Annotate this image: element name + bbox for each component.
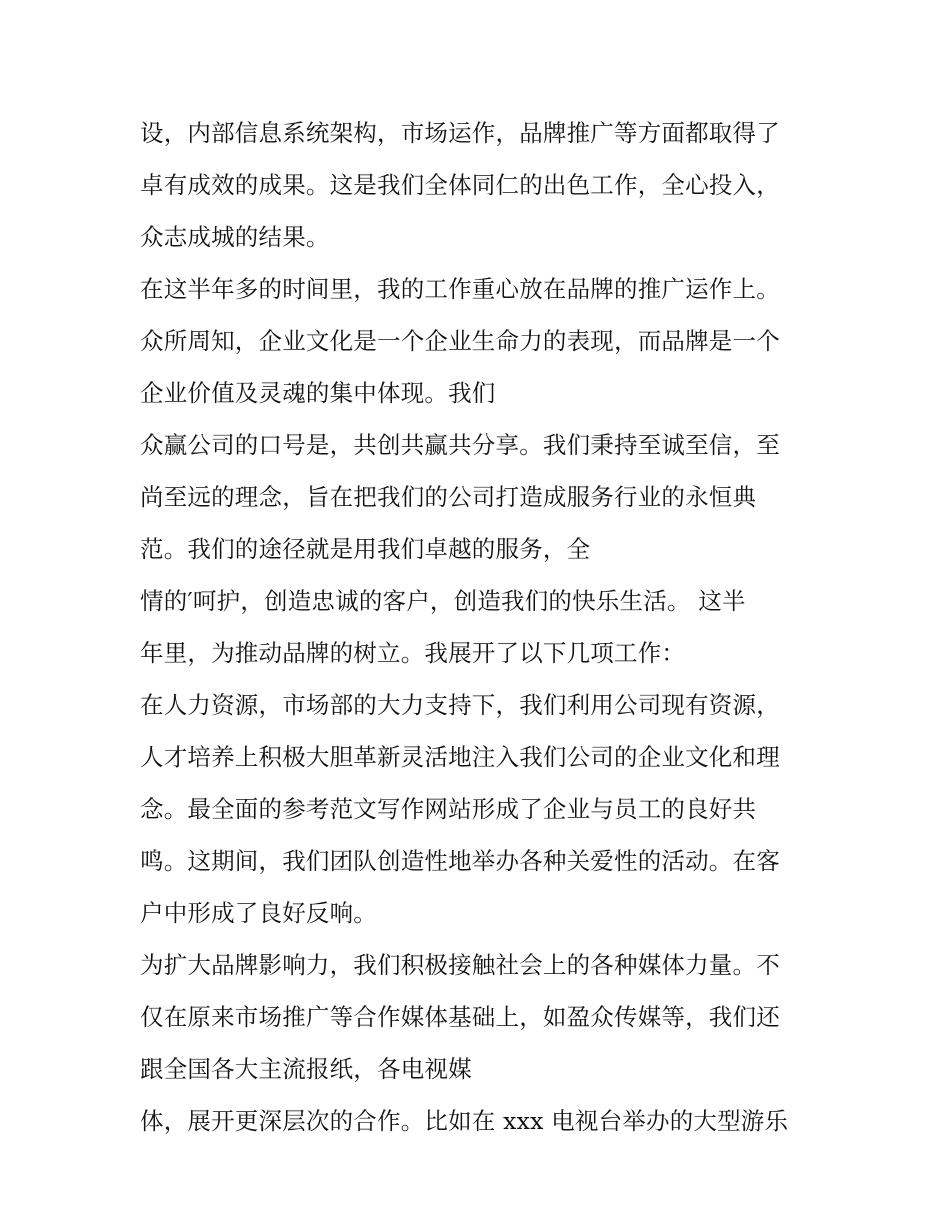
text-line-15: 鸣。这期间，我们团队创造性地举办各种关爱性的活动。在客 [140, 847, 780, 875]
text-line-11: 年里，为推动品牌的树立。我展开了以下几项工作： [140, 639, 686, 667]
text-line-20: 体，展开更深层次的合作。比如在 xxx 电视台举办的大型游乐 [140, 1107, 789, 1135]
text-line-6: 企业价值及灵魂的集中体现。我们 [140, 379, 496, 407]
text-line-9: 范。我们的途径就是用我们卓越的服务，全 [140, 535, 591, 563]
document-body [140, 107, 820, 1147]
text-line-4: 在这半年多的时间里，我的工作重心放在品牌的推广运作上。 [140, 275, 780, 303]
text-line-13: 人才培养上积极大胆革新灵活地注入我们公司的企业文化和理 [140, 743, 780, 771]
text-line-17: 为扩大品牌影响力，我们积极接触社会上的各种媒体力量。不 [140, 951, 780, 979]
text-line-18: 仅在原来市场推广等合作媒体基础上，如盈众传媒等，我们还 [140, 1003, 780, 1031]
text-line-10: 情的′呵护，创造忠诚的客户，创造我们的快乐生活。 这半 [140, 587, 746, 615]
text-line-3: 众志成城的结果。 [140, 223, 330, 251]
text-line-1: 设，内部信息系统架构，市场运作，品牌推广等方面都取得了 [140, 119, 780, 147]
text-line-5: 众所周知，企业文化是一个企业生命力的表现，而品牌是一个 [140, 327, 780, 355]
text-line-8: 尚至远的理念，旨在把我们的公司打造成服务行业的永恒典 [140, 483, 757, 511]
text-line-7: 众赢公司的口号是，共创共赢共分享。我们秉持至诚至信，至 [140, 431, 780, 459]
text-line-2: 卓有成效的成果。这是我们全体同仁的出色工作，全心投入， [140, 171, 780, 199]
text-line-14: 念。最全面的参考范文写作网站形成了企业与员工的良好共 [140, 795, 757, 823]
text-line-19: 跟全国各大主流报纸，各电视媒 [140, 1055, 472, 1083]
text-line-16: 户中形成了良好反响。 [140, 899, 377, 927]
text-line-12: 在人力资源，市场部的大力支持下，我们利用公司现有资源， [140, 691, 780, 719]
